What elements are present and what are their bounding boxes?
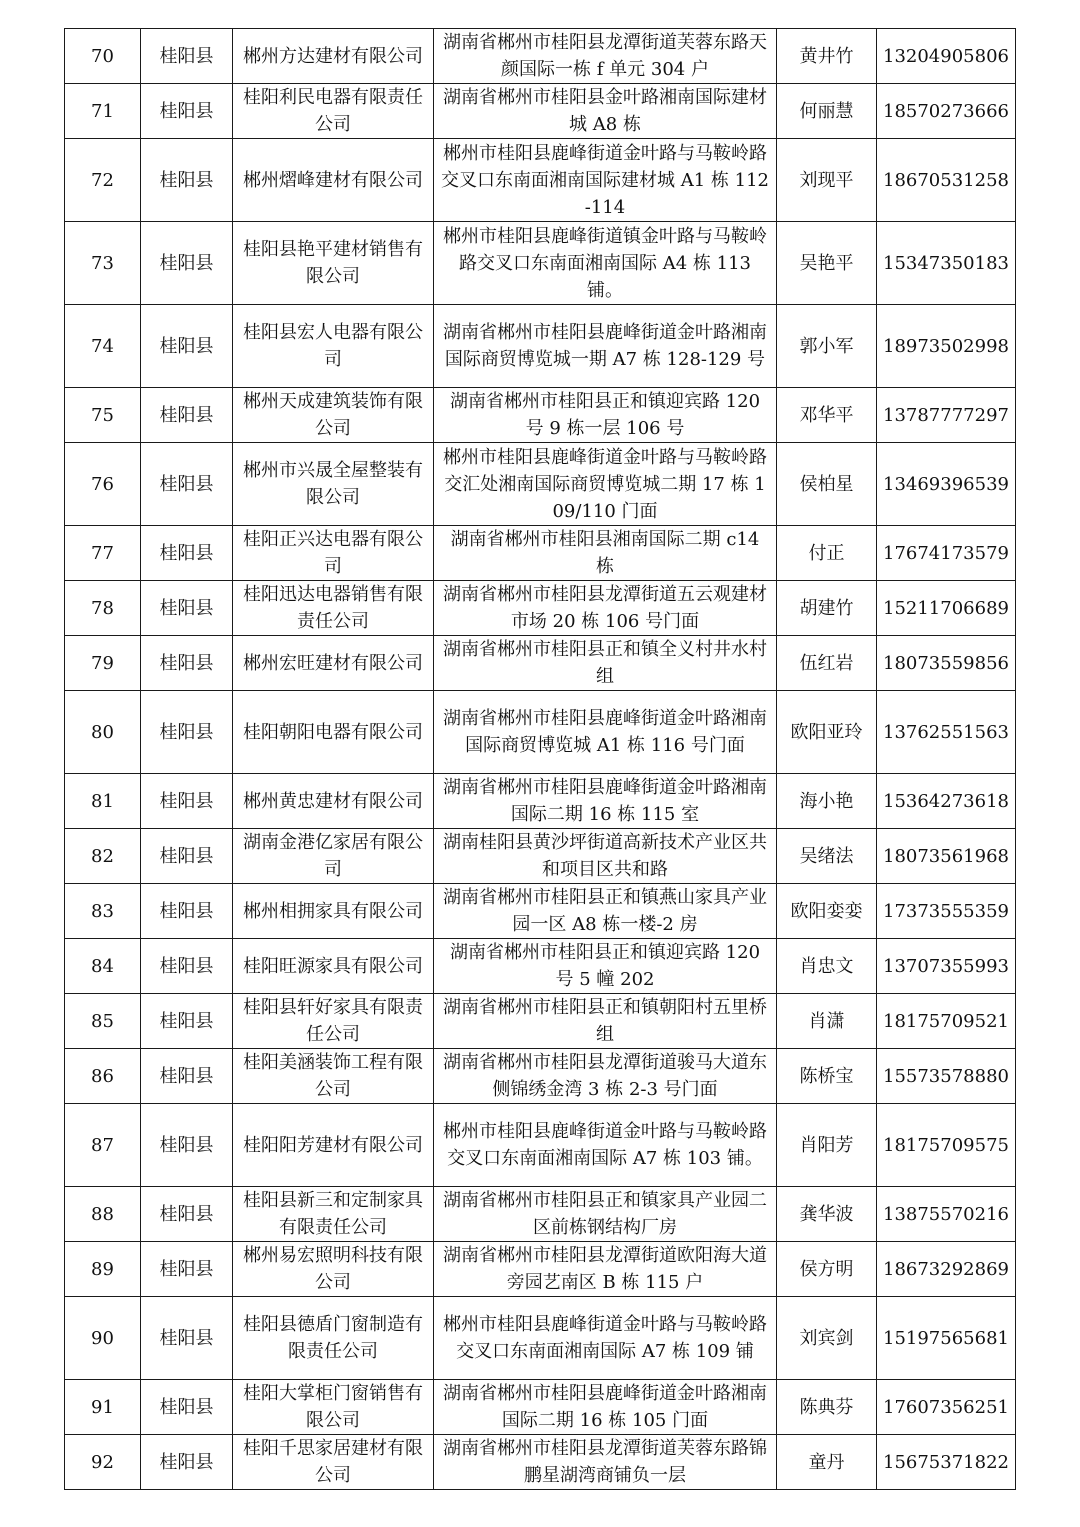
phone-cell: 15573578880 xyxy=(877,1049,1016,1104)
phone-cell: 17674173579 xyxy=(877,526,1016,581)
phone-cell: 13875570216 xyxy=(877,1187,1016,1242)
table-row xyxy=(65,691,1016,774)
phone-cell: 18973502998 xyxy=(877,305,1016,388)
row-number: 76 xyxy=(65,443,141,526)
company-cell: 桂阳千思家居建材有限公司 xyxy=(233,1435,434,1490)
table-row xyxy=(65,139,1016,222)
table-row xyxy=(65,1104,1016,1187)
contact-cell: 童丹 xyxy=(777,1435,877,1490)
county-cell: 桂阳县 xyxy=(141,691,233,774)
company-cell: 郴州相拥家具有限公司 xyxy=(233,884,434,939)
company-cell: 郴州宏旺建材有限公司 xyxy=(233,636,434,691)
row-number: 89 xyxy=(65,1242,141,1297)
row-number: 70 xyxy=(65,29,141,84)
contact-cell: 伍红岩 xyxy=(777,636,877,691)
county-cell: 桂阳县 xyxy=(141,388,233,443)
county-cell: 桂阳县 xyxy=(141,1187,233,1242)
address-cell: 湖南省郴州市桂阳县龙潭街道欧阳海大道旁园艺南区 B 栋 115 户 xyxy=(434,1242,777,1297)
phone-cell: 18175709521 xyxy=(877,994,1016,1049)
county-cell: 桂阳县 xyxy=(141,1049,233,1104)
phone-cell: 15675371822 xyxy=(877,1435,1016,1490)
contact-cell: 肖忠文 xyxy=(777,939,877,994)
phone-cell: 17607356251 xyxy=(877,1380,1016,1435)
contact-cell: 郭小军 xyxy=(777,305,877,388)
table-row xyxy=(65,29,1016,84)
address-cell: 湖南省郴州市桂阳县正和镇迎宾路 120 号 9 栋一层 106 号 xyxy=(434,388,777,443)
table-row xyxy=(65,1049,1016,1104)
company-cell: 桂阳旺源家具有限公司 xyxy=(233,939,434,994)
company-cell: 郴州黄忠建材有限公司 xyxy=(233,774,434,829)
row-number: 79 xyxy=(65,636,141,691)
address-cell: 湖南省郴州市桂阳县金叶路湘南国际建材城 A8 栋 xyxy=(434,84,777,139)
county-cell: 桂阳县 xyxy=(141,581,233,636)
contact-cell: 吴艳平 xyxy=(777,222,877,305)
row-number: 81 xyxy=(65,774,141,829)
county-cell: 桂阳县 xyxy=(141,526,233,581)
county-cell: 桂阳县 xyxy=(141,1380,233,1435)
county-cell: 桂阳县 xyxy=(141,1242,233,1297)
phone-cell: 13469396539 xyxy=(877,443,1016,526)
table-row xyxy=(65,526,1016,581)
phone-cell: 18570273666 xyxy=(877,84,1016,139)
contact-cell: 黄井竹 xyxy=(777,29,877,84)
row-number: 75 xyxy=(65,388,141,443)
address-cell: 湖南省郴州市桂阳县正和镇迎宾路 120 号 5 幢 202 xyxy=(434,939,777,994)
company-cell: 郴州天成建筑装饰有限公司 xyxy=(233,388,434,443)
row-number: 90 xyxy=(65,1297,141,1380)
address-cell: 郴州市桂阳县鹿峰街道金叶路与马鞍岭路交叉口东南面湘南国际 A7 栋 109 铺 xyxy=(434,1297,777,1380)
phone-cell: 18073559856 xyxy=(877,636,1016,691)
contact-cell: 海小艳 xyxy=(777,774,877,829)
address-cell: 湖南省郴州市桂阳县鹿峰街道金叶路湘南国际二期 16 栋 115 室 xyxy=(434,774,777,829)
county-cell: 桂阳县 xyxy=(141,939,233,994)
table-row xyxy=(65,443,1016,526)
address-cell: 郴州市桂阳县鹿峰街道镇金叶路与马鞍岭路交叉口东南面湘南国际 A4 栋 113 铺。 xyxy=(434,222,777,305)
county-cell: 桂阳县 xyxy=(141,1104,233,1187)
company-cell: 桂阳县新三和定制家具有限责任公司 xyxy=(233,1187,434,1242)
contact-cell: 吴绪法 xyxy=(777,829,877,884)
company-cell: 郴州方达建材有限公司 xyxy=(233,29,434,84)
county-cell: 桂阳县 xyxy=(141,29,233,84)
contact-cell: 侯方明 xyxy=(777,1242,877,1297)
row-number: 74 xyxy=(65,305,141,388)
contact-cell: 欧阳亚玲 xyxy=(777,691,877,774)
table-row xyxy=(65,1187,1016,1242)
phone-cell: 15197565681 xyxy=(877,1297,1016,1380)
address-cell: 湖南省郴州市桂阳县龙潭街道芙蓉东路锦鹏星湖湾商铺负一层 xyxy=(434,1435,777,1490)
row-number: 82 xyxy=(65,829,141,884)
company-cell: 桂阳利民电器有限责任公司 xyxy=(233,84,434,139)
row-number: 83 xyxy=(65,884,141,939)
phone-cell: 17373555359 xyxy=(877,884,1016,939)
row-number: 85 xyxy=(65,994,141,1049)
table-row xyxy=(65,222,1016,305)
table-row xyxy=(65,884,1016,939)
contact-cell: 邓华平 xyxy=(777,388,877,443)
company-cell: 桂阳县宏人电器有限公司 xyxy=(233,305,434,388)
table-row xyxy=(65,1242,1016,1297)
address-cell: 湖南桂阳县黄沙坪街道高新技术产业区共和项目区共和路 xyxy=(434,829,777,884)
phone-cell: 18073561968 xyxy=(877,829,1016,884)
table-row xyxy=(65,1297,1016,1380)
county-cell: 桂阳县 xyxy=(141,443,233,526)
county-cell: 桂阳县 xyxy=(141,222,233,305)
phone-cell: 13204905806 xyxy=(877,29,1016,84)
company-cell: 桂阳美涵装饰工程有限公司 xyxy=(233,1049,434,1104)
table-row xyxy=(65,388,1016,443)
address-cell: 湖南省郴州市桂阳县龙潭街道骏马大道东侧锦绣金湾 3 栋 2-3 号门面 xyxy=(434,1049,777,1104)
company-cell: 桂阳朝阳电器有限公司 xyxy=(233,691,434,774)
table-row xyxy=(65,829,1016,884)
address-cell: 郴州市桂阳县鹿峰街道金叶路与马鞍岭路交叉口东南面湘南国际建材城 A1 栋 112-114 xyxy=(434,139,777,222)
phone-cell: 13707355993 xyxy=(877,939,1016,994)
row-number: 73 xyxy=(65,222,141,305)
row-number: 80 xyxy=(65,691,141,774)
company-cell: 郴州熠峰建材有限公司 xyxy=(233,139,434,222)
row-number: 84 xyxy=(65,939,141,994)
address-cell: 湖南省郴州市桂阳县湘南国际二期 c14 栋 xyxy=(434,526,777,581)
address-cell: 郴州市桂阳县鹿峰街道金叶路与马鞍岭路交叉口东南面湘南国际 A7 栋 103 铺。 xyxy=(434,1104,777,1187)
contact-cell: 付正 xyxy=(777,526,877,581)
county-cell: 桂阳县 xyxy=(141,774,233,829)
company-cell: 桂阳县德盾门窗制造有限责任公司 xyxy=(233,1297,434,1380)
contact-cell: 胡建竹 xyxy=(777,581,877,636)
row-number: 72 xyxy=(65,139,141,222)
company-cell: 桂阳迅达电器销售有限责任公司 xyxy=(233,581,434,636)
table-row xyxy=(65,581,1016,636)
county-cell: 桂阳县 xyxy=(141,884,233,939)
address-cell: 湖南省郴州市桂阳县正和镇全义村井水村组 xyxy=(434,636,777,691)
county-cell: 桂阳县 xyxy=(141,84,233,139)
company-cell: 湖南金港亿家居有限公司 xyxy=(233,829,434,884)
company-cell: 桂阳大掌柜门窗销售有限公司 xyxy=(233,1380,434,1435)
contact-cell: 肖阳芳 xyxy=(777,1104,877,1187)
contact-cell: 刘现平 xyxy=(777,139,877,222)
address-cell: 湖南省郴州市桂阳县鹿峰街道金叶路湘南国际商贸博览城 A1 栋 116 号门面 xyxy=(434,691,777,774)
contact-cell: 侯柏星 xyxy=(777,443,877,526)
county-cell: 桂阳县 xyxy=(141,994,233,1049)
phone-cell: 15347350183 xyxy=(877,222,1016,305)
county-cell: 桂阳县 xyxy=(141,829,233,884)
address-cell: 湖南省郴州市桂阳县正和镇燕山家具产业园一区 A8 栋一楼-2 房 xyxy=(434,884,777,939)
table-row xyxy=(65,1435,1016,1490)
company-cell: 桂阳县轩好家具有限责任公司 xyxy=(233,994,434,1049)
table-row xyxy=(65,774,1016,829)
phone-cell: 13787777297 xyxy=(877,388,1016,443)
row-number: 77 xyxy=(65,526,141,581)
address-cell: 湖南省郴州市桂阳县龙潭街道五云观建材市场 20 栋 106 号门面 xyxy=(434,581,777,636)
address-cell: 湖南省郴州市桂阳县龙潭街道芙蓉东路天颜国际一栋 f 单元 304 户 xyxy=(434,29,777,84)
row-number: 87 xyxy=(65,1104,141,1187)
county-cell: 桂阳县 xyxy=(141,305,233,388)
phone-cell: 18175709575 xyxy=(877,1104,1016,1187)
address-cell: 湖南省郴州市桂阳县鹿峰街道金叶路湘南国际商贸博览城一期 A7 栋 128-129 号 xyxy=(434,305,777,388)
contact-cell: 肖潇 xyxy=(777,994,877,1049)
table-row xyxy=(65,994,1016,1049)
row-number: 78 xyxy=(65,581,141,636)
row-number: 71 xyxy=(65,84,141,139)
row-number: 88 xyxy=(65,1187,141,1242)
table-row xyxy=(65,636,1016,691)
phone-cell: 18670531258 xyxy=(877,139,1016,222)
company-cell: 桂阳县艳平建材销售有限公司 xyxy=(233,222,434,305)
county-cell: 桂阳县 xyxy=(141,1297,233,1380)
county-cell: 桂阳县 xyxy=(141,1435,233,1490)
phone-cell: 18673292869 xyxy=(877,1242,1016,1297)
address-cell: 湖南省郴州市桂阳县鹿峰街道金叶路湘南国际二期 16 栋 105 门面 xyxy=(434,1380,777,1435)
company-cell: 桂阳阳芳建材有限公司 xyxy=(233,1104,434,1187)
company-cell: 郴州易宏照明科技有限公司 xyxy=(233,1242,434,1297)
contact-cell: 刘宾剑 xyxy=(777,1297,877,1380)
table-row xyxy=(65,305,1016,388)
contact-cell: 何丽慧 xyxy=(777,84,877,139)
county-cell: 桂阳县 xyxy=(141,139,233,222)
county-cell: 桂阳县 xyxy=(141,636,233,691)
phone-cell: 13762551563 xyxy=(877,691,1016,774)
phone-cell: 15364273618 xyxy=(877,774,1016,829)
vendor-table xyxy=(64,28,1016,1490)
contact-cell: 欧阳娈娈 xyxy=(777,884,877,939)
address-cell: 湖南省郴州市桂阳县正和镇朝阳村五里桥组 xyxy=(434,994,777,1049)
contact-cell: 龚华波 xyxy=(777,1187,877,1242)
contact-cell: 陈桥宝 xyxy=(777,1049,877,1104)
phone-cell: 15211706689 xyxy=(877,581,1016,636)
row-number: 86 xyxy=(65,1049,141,1104)
table-row xyxy=(65,84,1016,139)
company-cell: 桂阳正兴达电器有限公司 xyxy=(233,526,434,581)
address-cell: 郴州市桂阳县鹿峰街道金叶路与马鞍岭路交汇处湘南国际商贸博览城二期 17 栋 109/110 门面 xyxy=(434,443,777,526)
row-number: 91 xyxy=(65,1380,141,1435)
table-row xyxy=(65,939,1016,994)
vendor-table-body xyxy=(65,29,1016,1490)
row-number: 92 xyxy=(65,1435,141,1490)
table-row xyxy=(65,1380,1016,1435)
contact-cell: 陈典芬 xyxy=(777,1380,877,1435)
address-cell: 湖南省郴州市桂阳县正和镇家具产业园二区前栋钢结构厂房 xyxy=(434,1187,777,1242)
company-cell: 郴州市兴晟全屋整装有限公司 xyxy=(233,443,434,526)
